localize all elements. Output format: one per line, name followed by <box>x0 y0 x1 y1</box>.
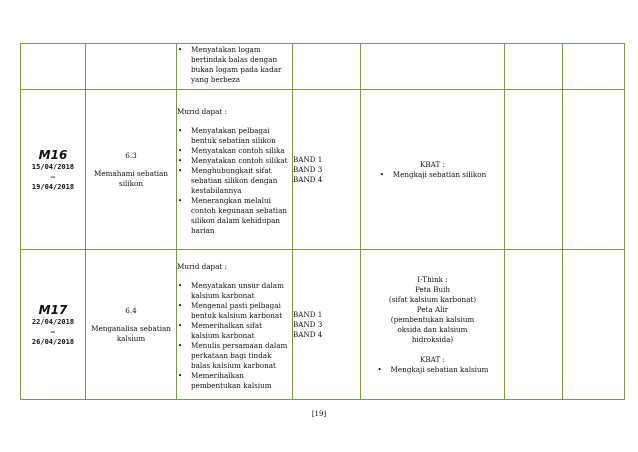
notes-cell <box>361 250 505 400</box>
objective-item: • Menyatakan unsur dalam kalsium karbonat <box>178 280 284 300</box>
objective-item: • Menyatakan logam bertindak balas dengan bukan logam pada kadar yang berbeza <box>178 45 282 84</box>
notes-line: I-Think : <box>417 274 448 284</box>
notes-line: (pembentukan kalsium <box>390 314 475 324</box>
blank-cell <box>563 250 625 400</box>
week-cell <box>21 250 86 400</box>
objectives-cell <box>177 44 293 90</box>
topic-code: 6.3 <box>125 150 137 160</box>
topic-cell <box>86 90 177 250</box>
bullet-icon: • <box>377 364 382 374</box>
band-cell <box>293 90 361 250</box>
blank-cell <box>563 44 625 90</box>
notes-cell <box>361 90 505 250</box>
week-code: M16 <box>38 147 68 162</box>
notes-line: (sifat kalsium karbonat) <box>388 294 477 304</box>
objectives-lead: Murid dapat : <box>177 261 227 271</box>
objective-item: • Menyatakan contoh silikat <box>178 155 288 165</box>
bullet-icon: • <box>178 370 183 380</box>
bullet-icon: • <box>178 340 183 350</box>
date-start: 15/04/2018 <box>31 162 75 171</box>
objectives-lead: Murid dapat : <box>177 106 227 116</box>
objective-item: • Menulis persamaan dalam perkataan bagi tindak balas kalsium karbonat <box>178 340 288 370</box>
notes-list <box>377 365 489 375</box>
bullet-icon: • <box>178 195 183 205</box>
topic-title: Menganalisa sebatian kalsium <box>91 323 171 343</box>
blank-cell <box>505 90 563 250</box>
date-separator: – <box>50 172 56 181</box>
topic-cell <box>86 44 177 90</box>
notes-line: oksida dan kalsium <box>397 324 468 334</box>
blank-cell <box>505 250 563 400</box>
bullet-icon: • <box>178 45 183 54</box>
objective-item: • Memerihalkan pembentukan kalsium <box>178 370 272 390</box>
date-start: 22/04/2018 <box>31 317 75 326</box>
objective-item: • Memerihalkan sifat kalsium karbonat <box>178 320 263 340</box>
band-cell <box>293 250 361 400</box>
notes-line: Peta Buih <box>414 284 451 294</box>
date-end: 19/04/2018 <box>31 182 75 191</box>
topic-cell <box>86 250 177 400</box>
band-item: BAND 4 <box>293 329 323 339</box>
blank-cell <box>505 44 563 90</box>
bullet-icon: • <box>178 320 183 330</box>
topic-code: 6.4 <box>125 305 137 315</box>
notes-line: KBAT : <box>420 159 445 169</box>
objectives-list <box>177 281 292 391</box>
notes-line: KBAT : <box>420 354 445 364</box>
objective-item: • Menerangkan melalui contoh kegunaan sebatian silikon dalam kehidupan harian <box>178 195 287 235</box>
notes-line: Peta Alir <box>416 304 449 314</box>
blank-cell <box>563 90 625 250</box>
objectives-cell <box>177 250 293 400</box>
bullet-icon: • <box>178 155 183 165</box>
page-number: [19] <box>311 410 327 418</box>
objectives-list <box>177 126 292 236</box>
notes-item: • Mengkaji sebatian kalsium <box>377 364 489 374</box>
date-separator: – <box>50 327 56 336</box>
bullet-icon: • <box>178 165 183 175</box>
objectives-cell <box>177 90 293 250</box>
lesson-plan-table <box>20 43 625 400</box>
notes-cell <box>361 44 505 90</box>
band-item: BAND 1 <box>293 309 323 319</box>
date-end: 26/04/2018 <box>31 337 75 346</box>
band-item: BAND 3 <box>293 319 323 329</box>
objectives-list <box>177 45 292 85</box>
notes-list <box>379 170 486 180</box>
bullet-icon: • <box>379 169 385 179</box>
notes-line: hidroksida) <box>411 334 454 344</box>
notes-item: • Mengkaji sebatian silikon <box>379 169 487 179</box>
week-cell <box>21 44 86 90</box>
topic-title: Memahami sebatian silikon <box>94 168 168 188</box>
objective-item: • Menyatakan contoh silika <box>178 145 285 155</box>
bullet-icon: • <box>178 280 183 290</box>
band-cell <box>293 44 361 90</box>
week-cell <box>21 90 86 250</box>
table-row <box>21 90 625 250</box>
band-item: BAND 4 <box>293 174 323 184</box>
table-row <box>21 250 625 400</box>
band-item: BAND 1 <box>293 154 323 164</box>
week-code: M17 <box>38 302 68 317</box>
objective-item: • Menyatakan pelbagai bentuk sebatian silikon <box>178 125 276 145</box>
notes-spacer <box>361 345 504 355</box>
objective-item: • Mengenal pasti pelbagai bentuk kalsium karbonat <box>178 300 283 320</box>
bullet-icon: • <box>178 125 183 135</box>
objective-item: • Menghubungkait sifat sebatian silikon dengan kestabilannya <box>178 165 278 195</box>
band-item: BAND 3 <box>293 164 323 174</box>
table-row <box>21 44 625 90</box>
bullet-icon: • <box>178 300 183 310</box>
bullet-icon: • <box>178 145 183 155</box>
